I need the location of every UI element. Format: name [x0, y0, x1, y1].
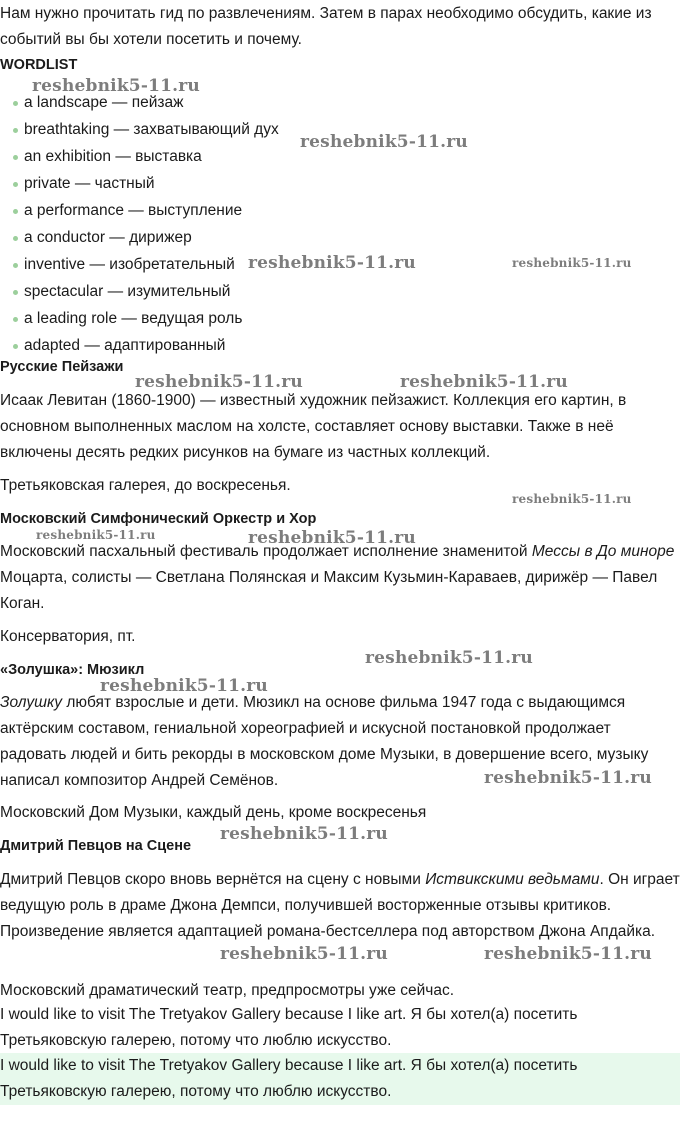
- intro-paragraph: Нам нужно прочитать гид по развлечениям. Затем в парах необходимо обсудить, какие из событий вы бы хотели посетить и почему.: [0, 5, 652, 48]
- section-title-pevtsov: Дмитрий Певцов на Сцене: [0, 838, 192, 854]
- work-title: Золушку: [0, 694, 63, 711]
- watermark: reshebnik5-11.ru: [32, 76, 200, 96]
- answer-paragraph: I would like to visit The Tretyakov Gallery because I like art. Я бы хотел(а) посетить Третьяковскую галерею, потому что люблю искусство.: [0, 1006, 578, 1049]
- watermark: reshebnik5-11.ru: [484, 944, 652, 964]
- wordlist-item: a leading role — ведущая роль: [0, 305, 279, 332]
- watermark: reshebnik5-11.ru: [400, 372, 568, 392]
- wordlist-item: breathtaking — захватывающий дух: [0, 116, 279, 143]
- wordlist-item: inventive — изобретательный: [0, 251, 279, 278]
- section-title-russian-landscapes: Русские Пейзажи: [0, 359, 124, 375]
- section-venue-cinderella: Московский Дом Музыки, каждый день, кроме воскресенья: [0, 804, 427, 821]
- answer-paragraph-highlighted: I would like to visit The Tretyakov Gallery because I like art. Я бы хотел(а) посетить Третьяковскую галерею, потому что люблю искусство.: [0, 1057, 578, 1100]
- wordlist-item: an exhibition — выставка: [0, 143, 279, 170]
- watermark: reshebnik5-11.ru: [135, 372, 303, 392]
- watermark: reshebnik5-11.ru: [300, 132, 468, 152]
- work-title: Мессы в До миноре: [531, 543, 675, 560]
- section-body-cinderella: Золушку любят взрослые и дети. Мюзикл на основе фильма 1947 года с выдающимся актёрским составом, гениальной хореографией и искусной постановкой продолжает радовать людей и бить рекорды в московском доме Музыки, в довершение всего, музыку написал композитор Андрей Семёнов.: [0, 694, 649, 789]
- wordlist-item: adapted — адаптированный: [0, 332, 279, 359]
- wordlist: [0, 89, 279, 359]
- wordlist-item: spectacular — изумительный: [0, 278, 279, 305]
- watermark: reshebnik5-11.ru: [248, 528, 416, 548]
- wordlist-item: private — частный: [0, 170, 279, 197]
- wordlist-title: WORDLIST: [0, 57, 78, 73]
- wordlist-item: a conductor — дирижер: [0, 224, 279, 251]
- section-body-pevtsov: Дмитрий Певцов скоро вновь вернётся на сцену с новыми Иствикскими ведьмами. Он играет ведущую роль в драме Джона Демпси, получившей восторженные отзывы критиков. Произведение является адаптацией романа-бестселлера под авторством Джона Апдайка.: [0, 871, 680, 940]
- section-body-russian-landscapes: Исаак Левитан (1860-1900) — известный художник пейзажист. Коллекция его картин, в основном выполненных маслом на холсте, составляет основу выставки. Также в неё включены десять редких рисунков на бумаге из частных коллекций.: [0, 392, 627, 461]
- section-title-cinderella: «Золушка»: Мюзикл: [0, 662, 145, 678]
- watermark: reshebnik5-11.ru: [220, 824, 388, 844]
- section-title-symphony: Московский Симфонический Оркестр и Хор: [0, 511, 317, 527]
- watermark: reshebnik5-11.ru: [36, 528, 156, 542]
- section-venue-symphony: Консерватория, пт.: [0, 628, 136, 645]
- wordlist-item: a performance — выступление: [0, 197, 279, 224]
- watermark: reshebnik5-11.ru: [512, 256, 632, 270]
- watermark: reshebnik5-11.ru: [248, 253, 416, 273]
- section-venue-russian-landscapes: Третьяковская галерея, до воскресенья.: [0, 477, 291, 494]
- work-title: Иствикскими ведьмами: [425, 871, 600, 888]
- watermark: reshebnik5-11.ru: [220, 944, 388, 964]
- section-venue-pevtsov: Московский драматический театр, предпросмотры уже сейчас.: [0, 982, 455, 999]
- watermark: reshebnik5-11.ru: [100, 676, 268, 696]
- watermark: reshebnik5-11.ru: [512, 492, 632, 506]
- watermark: reshebnik5-11.ru: [484, 768, 652, 788]
- watermark: reshebnik5-11.ru: [365, 648, 533, 668]
- section-body-symphony: Московский пасхальный фестиваль продолжает исполнение знаменитой Мессы в До миноре Моцарта, солисты — Светлана Полянская и Максим Кузьмин-Караваев, дирижёр — Павел Коган.: [0, 543, 675, 612]
- wordlist-item: a landscape — пейзаж: [0, 89, 279, 116]
